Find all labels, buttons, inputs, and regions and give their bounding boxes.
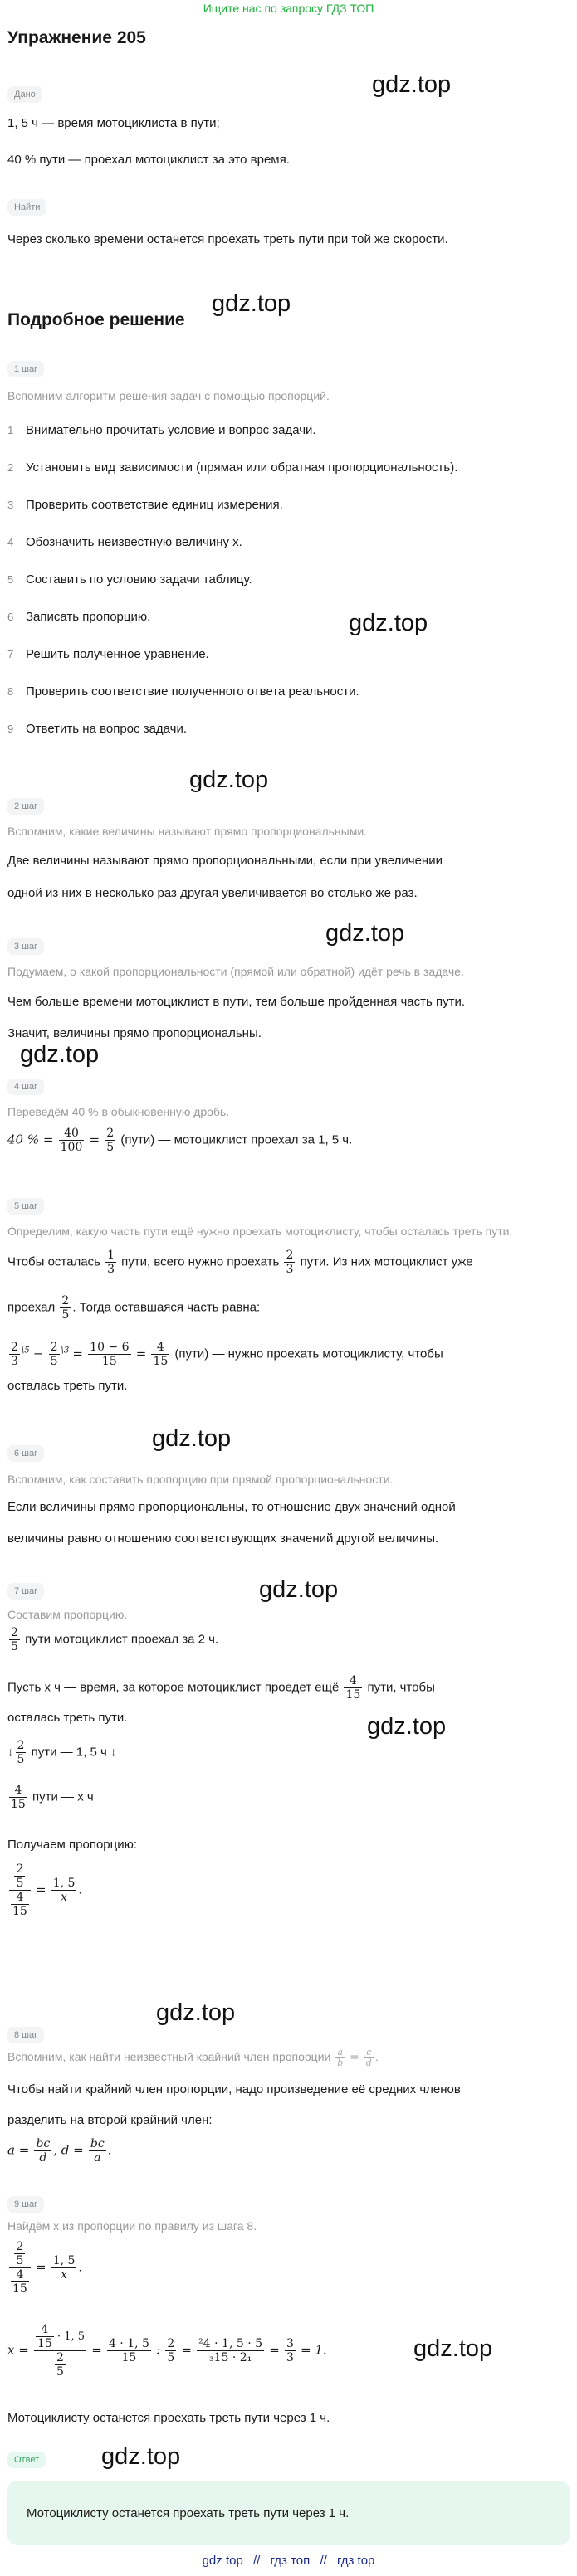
step-8-formula: a = $\frac{bc}{d}$ , d = $\frac{bc}{a}$ . (7, 2137, 111, 2165)
step-3-chip: 3 шаг (7, 938, 44, 955)
algorithm-item-5: 5 Составить по условию задачи таблицу. (7, 572, 252, 587)
step-2-text-1: Две величины называют прямо пропорциональными, если при увеличении (7, 854, 443, 868)
step-7-intro: Составим пропорцию. (7, 1608, 128, 1621)
step-7-line-1: $\frac{2}{5}$ пути мотоциклист проехал за 2 ч. (11, 1626, 219, 1653)
arrow-down-icon: ↓ (7, 1745, 14, 1760)
step-7-line-2: Пусть x ч — время, за которое мотоциклист проедет ещё $\frac{4}{15}$ пути, чтобы (7, 1674, 435, 1702)
given-line-1: 1, 5 ч — время мотоциклиста в пути; (7, 116, 220, 130)
algorithm-item-8: 8 Проверить соответствие полученного ответа реальности. (7, 684, 359, 699)
step-6-text-2: величины равно отношению соответствующих значений другой величины. (7, 1531, 439, 1546)
answer-chip: Ответ (7, 2452, 46, 2468)
step-3-text-2: Значит, величины прямо пропорциональны. (7, 1026, 262, 1040)
step-8-text-2: разделить на второй крайний член: (7, 2113, 213, 2127)
step-1-intro: Вспомним алгоритм решения задач с помощью пропорций. (7, 389, 330, 402)
watermark: gdz.top (156, 1999, 236, 2026)
step-9-solution: x = $\frac{4}{15}$ · 1, 5 $\frac{2}{5}$ = $\frac{4 \cdot 1, 5}{15}$ : $\frac{2}{5}$ = $\frac{\text{²4 · 1, 5 · 5}}{\text{₃15 · 2₁}}$ = $\frac{3}{3}$ = 1. (7, 2323, 327, 2379)
given-line-2: 40 % пути — проехал мотоциклист за это время. (7, 153, 290, 167)
step-7-proportion: $\frac{\frac{2}{5}}{\frac{4}{15}}$ = $\frac{1, 5}{x}$ . (7, 1863, 82, 1918)
step-4-intro: Переведём 40 % в обыкновенную дробь. (7, 1105, 230, 1118)
step-8-chip: 8 шаг (7, 2027, 44, 2043)
step-9-conclusion: Мотоциклисту останется проехать треть пути через 1 ч. (7, 2411, 330, 2425)
step-9-proportion: $\frac{\frac{2}{5}}{\frac{4}{15}}$ = $\frac{1, 5}{x}$ . (7, 2240, 82, 2296)
step-7-table-row-2: $\frac{4}{15}$ пути — x ч (11, 1784, 94, 1811)
step-9-chip: 9 шаг (7, 2196, 44, 2213)
step-7-get-proportion: Получаем пропорцию: (7, 1838, 138, 1852)
search-banner[interactable]: Ищите нас по запросу ГДЗ ТОП (203, 2, 374, 15)
step-6-text-1: Если величины прямо пропорциональны, то отношение двух значений одной (7, 1500, 456, 1514)
step-4-equation: 40 % = $\frac{40}{100}$ = $\frac{2}{5}$ (пути) — мотоциклист проехал за 1, 5 ч. (7, 1127, 353, 1154)
step-4-chip: 4 шаг (7, 1079, 44, 1095)
step-8-text-1: Чтобы найти крайний член пропорции, надо произведение её средних членов (7, 2082, 461, 2096)
watermark: gdz.top (101, 2443, 181, 2470)
step-8-intro: Вспомним, как найти неизвестный крайний член пропорции $\frac{a}{b}$ = $\frac{c}{d}$ . (7, 2047, 379, 2068)
find-text: Через сколько времени останется проехать треть пути при той же скорости. (7, 232, 448, 246)
step-2-text-2: одной из них в несколько раз другая увеличивается во столько же раз. (7, 886, 418, 900)
footer-separator: // (320, 2554, 327, 2568)
page-title: Упражнение 205 (7, 28, 146, 47)
watermark: gdz.top (413, 2335, 493, 2362)
step-3-intro: Подумаем, о какой пропорциональности (прямой или обратной) идёт речь в задаче. (7, 965, 464, 978)
watermark: gdz.top (189, 767, 269, 793)
watermark: gdz.top (349, 610, 428, 636)
algorithm-item-2: 2 Установить вид зависимости (прямая или обратная пропорциональность). (7, 460, 458, 475)
find-chip: Найти (7, 199, 46, 216)
footer-link[interactable]: gdz top (202, 2554, 243, 2568)
footer-separator: // (252, 2554, 261, 2568)
step-7-line-3: осталась треть пути. (7, 1711, 128, 1725)
algorithm-item-7: 7 Решить полученное уравнение. (7, 647, 209, 661)
step-2-intro: Вспомним, какие величины называют прямо пропорциональными. (7, 825, 368, 838)
step-2-chip: 2 шаг (7, 798, 44, 815)
given-chip: Дано (7, 86, 42, 103)
step-7-chip: 7 шаг (7, 1583, 44, 1600)
footer-link[interactable]: гдз топ (270, 2554, 311, 2568)
watermark: gdz.top (152, 1425, 232, 1452)
algorithm-item-4: 4 Обозначить неизвестную величину x. (7, 535, 242, 549)
step-5-intro: Определим, какую часть пути ещё нужно проехать мотоциклисту, чтобы осталась треть пути. (7, 1225, 513, 1238)
watermark: gdz.top (367, 1713, 447, 1740)
watermark: gdz.top (212, 290, 291, 317)
algorithm-item-6: 6 Записать пропорцию. (7, 610, 151, 624)
step-5-line-2: проехал $\frac{2}{5}$ . Тогда оставшаяся часть равна: (7, 1294, 261, 1322)
watermark: gdz.top (372, 71, 452, 98)
solution-title: Подробное решение (7, 310, 185, 329)
algorithm-item-9: 9 Ответить на вопрос задачи. (7, 722, 188, 736)
step-1-chip: 1 шаг (7, 361, 44, 377)
footer-link[interactable]: гдз top (336, 2554, 375, 2568)
algorithm-item-1: 1 Внимательно прочитать условие и вопрос задачи. (7, 423, 316, 437)
step-6-intro: Вспомним, как составить пропорцию при прямой пропорциональности. (7, 1473, 394, 1486)
step-7-table-row-1: ↓ $\frac{2}{5}$ пути — 1, 5 ч ↓ (7, 1739, 117, 1766)
footer-links (0, 2554, 577, 2568)
arrow-down-icon: ↓ (110, 1745, 117, 1760)
step-3-text-1: Чем больше времени мотоциклист в пути, тем больше пройденная часть пути. (7, 995, 466, 1009)
step-5-line-1: Чтобы осталась $\frac{1}{3}$ пути, всего нужно проехать $\frac{2}{3}$ пути. Из них мотоциклист уже (7, 1249, 473, 1276)
step-5-line-3: $\frac{2}{3}$ $^{\backslash 5}$ − $\frac{2}{5}$ $^{\backslash 3}$ = $\frac{10 - 6}{15}$ = $\frac{4}{15}$ (пути) — нужно проехать мотоциклисту, чтобы (11, 1341, 443, 1368)
watermark: gdz.top (20, 1041, 100, 1068)
answer-text: Мотоциклисту останется проехать треть пути через 1 ч. (27, 2506, 350, 2520)
watermark: gdz.top (259, 1576, 339, 1603)
step-5-chip: 5 шаг (7, 1198, 44, 1215)
step-5-line-4: осталась треть пути. (7, 1379, 128, 1393)
step-9-intro: Найдём x из пропорции по правилу из шага 8. (7, 2219, 257, 2233)
step-6-chip: 6 шаг (7, 1445, 44, 1462)
algorithm-item-3: 3 Проверить соответствие единиц измерения. (7, 498, 283, 512)
watermark: gdz.top (325, 920, 405, 947)
